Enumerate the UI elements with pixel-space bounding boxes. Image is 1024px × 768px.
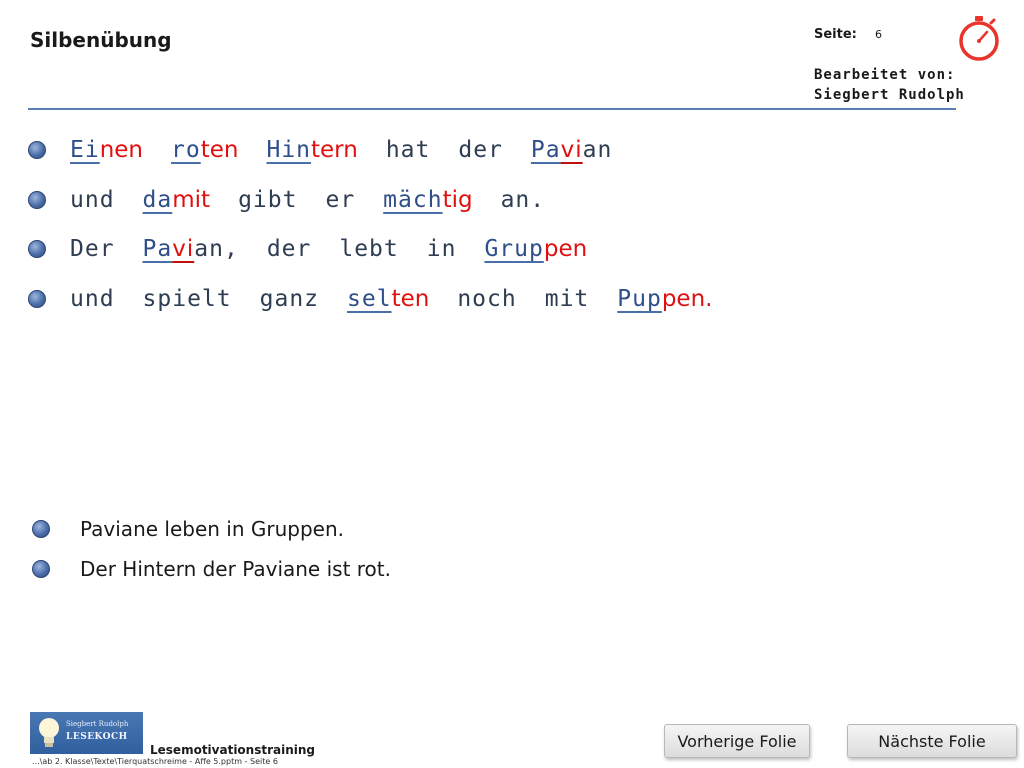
word-spielt: spielt xyxy=(142,286,232,312)
syllable-red: vi xyxy=(172,236,195,262)
syllable-red: ten xyxy=(200,137,239,163)
verse-line-3 xyxy=(28,231,615,267)
syllable: sel xyxy=(347,286,392,312)
syllable-red: pen. xyxy=(661,286,713,312)
syllable: Pa xyxy=(142,236,173,262)
syllable-red: mit xyxy=(172,187,211,213)
word-in: in xyxy=(426,236,457,262)
word-der: der xyxy=(458,137,503,163)
syllable-red: ten xyxy=(391,286,430,312)
word-selten xyxy=(347,286,429,312)
answer-option-1[interactable] xyxy=(32,516,344,542)
next-slide-button[interactable]: Nächste Folie xyxy=(847,724,1017,758)
logo-brand: LESEKOCH xyxy=(66,732,128,742)
word-einen xyxy=(70,137,143,163)
syllable-red: tern xyxy=(311,137,358,163)
syllable: Ei xyxy=(70,137,100,163)
previous-slide-button[interactable]: Vorherige Folie xyxy=(664,724,810,758)
syllable: an, xyxy=(194,236,239,262)
word-und: und xyxy=(70,286,115,312)
page-title: Silbenübung xyxy=(30,28,172,52)
syllable-red: pen xyxy=(543,236,588,262)
edited-by-label: Bearbeitet von: xyxy=(814,67,956,83)
syllable: Grup xyxy=(484,236,544,262)
word-er: er xyxy=(325,187,356,213)
word-mit: mit xyxy=(544,286,590,312)
lightbulb-icon xyxy=(36,716,62,750)
author-name: Siegbert Rudolph xyxy=(814,87,965,103)
footer-title: Lesemotivationstraining xyxy=(150,743,316,757)
word-hintern xyxy=(266,137,357,163)
verse-line-2 xyxy=(28,182,573,218)
syllable: Pa xyxy=(530,137,561,163)
page-number: 6 xyxy=(875,28,882,41)
word-der: Der xyxy=(70,236,115,262)
line-bullet[interactable] xyxy=(28,240,46,258)
word-und: und xyxy=(70,187,115,213)
syllable: da xyxy=(142,187,173,213)
header-divider xyxy=(28,108,956,110)
line-bullet[interactable] xyxy=(28,141,46,159)
word-an: an. xyxy=(500,187,546,213)
word-puppen xyxy=(617,286,712,312)
answer-bullet[interactable] xyxy=(32,560,50,578)
syllable-red: vi xyxy=(560,137,583,163)
syllable: mäch xyxy=(383,187,443,213)
word-pavian xyxy=(143,236,239,262)
word-ganz: ganz xyxy=(259,286,320,312)
syllable: Hin xyxy=(266,137,312,163)
answer-bullet[interactable] xyxy=(32,520,50,538)
stopwatch-icon[interactable] xyxy=(956,14,1002,62)
syllable: an xyxy=(582,137,613,163)
page-label: Seite: xyxy=(814,27,857,42)
line-bullet[interactable] xyxy=(28,191,46,209)
syllable: Pup xyxy=(617,286,662,312)
word-damit xyxy=(143,187,211,213)
logo-author: Siegbert Rudolph xyxy=(66,720,129,728)
word-lebt: lebt xyxy=(339,236,399,262)
word-maechtig xyxy=(383,187,472,213)
answer-text: Der Hintern der Paviane ist rot. xyxy=(80,557,391,581)
word-pavian xyxy=(531,137,612,163)
answer-option-2[interactable] xyxy=(32,556,391,582)
file-path: ...\ab 2. Klasse\Texte\Tierquatschreime - Affe 5.pptm - Seite 6 xyxy=(32,757,278,766)
syllable: ro xyxy=(171,137,201,163)
syllable-red: nen xyxy=(99,137,144,163)
verse-line-1 xyxy=(28,132,640,168)
syllable-red: tig xyxy=(442,187,473,213)
answer-text: Paviane leben in Gruppen. xyxy=(80,517,345,541)
word-gruppen xyxy=(484,236,587,262)
word-roten xyxy=(171,137,238,163)
word-gibt: gibt xyxy=(238,187,298,213)
line-bullet[interactable] xyxy=(28,290,46,308)
word-der: der xyxy=(266,236,312,262)
word-noch: noch xyxy=(457,286,517,312)
lesekoch-logo xyxy=(30,712,143,754)
word-hat: hat xyxy=(385,137,431,163)
verse-line-4 xyxy=(28,281,740,317)
